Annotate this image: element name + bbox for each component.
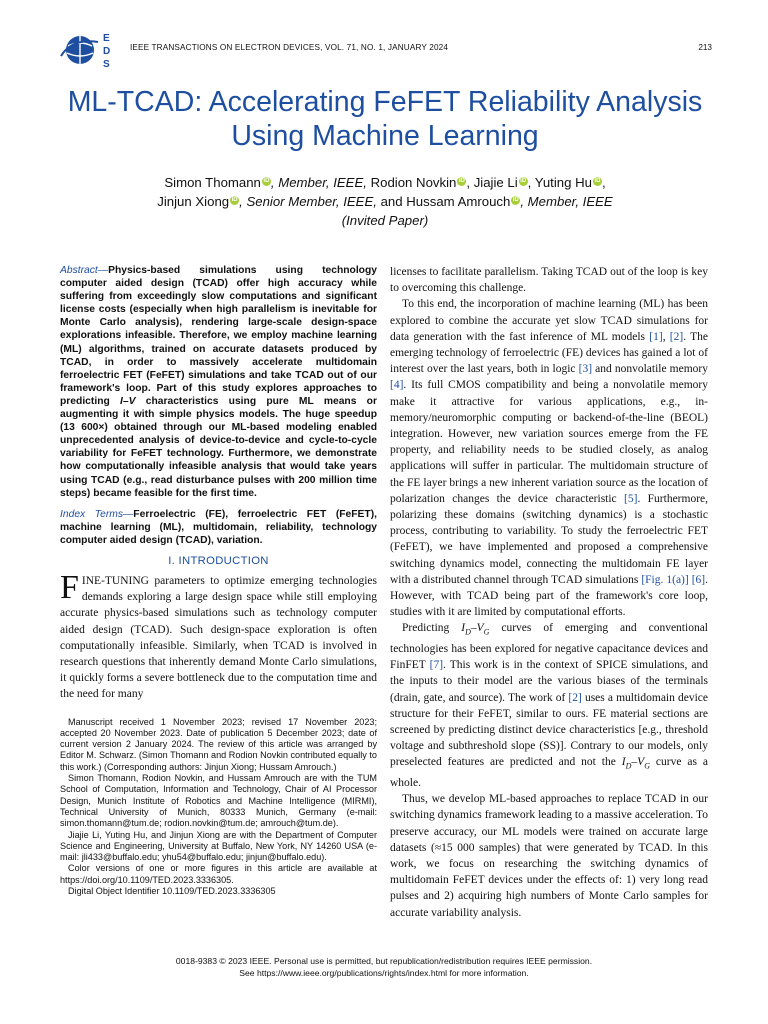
- text-run: and nonvolatile memory: [592, 363, 708, 376]
- invited-paper-note: (Invited Paper): [341, 213, 429, 228]
- citation-link[interactable]: [2]: [669, 330, 684, 343]
- orcid-icon[interactable]: iD: [231, 196, 238, 203]
- author-name: Simon Thomann: [164, 175, 261, 190]
- svg-text:D: D: [103, 46, 111, 57]
- citation-link[interactable]: [3]: [578, 363, 593, 376]
- author-list: Simon Thomann iD , Member, IEEE, Rodion Novkin iD , Jiajie Li iD , Yuting Hu iD , Jinjun Xiong iD , Senior Member, IEEE, and Hussam Amrouch iD , Member, IEEE (Invited Paper): [157, 175, 613, 228]
- intro-lead: INE-TUNING: [81, 574, 149, 587]
- copyright-footer: [0, 956, 768, 979]
- abstract-text-a: Physics-based simulations using technology computer aided design (TCAD) offer high accuracy while suffering from exceedingly slow computations and significant license costs (especially when high parallelism is inevitable for Monte Carlo analysis), rendering large-scale design-space explorations infeasible. Therefore, we employ machine learning (ML) algorithms, trained on accurate datasets produced by TCAD, in order to massively accelerate multidomain ferroelectric FET (FeFET) simulations and take TCAD out of our framework's loop. Part of this study explores approaches to predicting: [60, 265, 377, 407]
- citation-link[interactable]: [4]: [390, 379, 404, 392]
- svg-text:S: S: [103, 59, 110, 70]
- orcid-icon[interactable]: iD: [594, 177, 601, 184]
- abstract-text-b: characteristics using pure ML means or augmenting it with simple physics models. The huge speedup (13 600×) obtained through our ML-based modeling enabled unprecedented analysis of device-to-device and cycle-to-cycle variability for FeFET technology. Furthermore, we demonstrate how computationally infeasible analysis that would take years using TCAD (e.g., read disturbance pulses with 200 million time steps) became feasible for the first time.: [60, 395, 377, 499]
- text-run: curve as a whole.: [390, 756, 708, 789]
- text-run: uses a multidomain device structure for their FeFET, similar to ours. FE material sections are screened by predicting distinct device characteristics [e.g., threshold voltage and subthreshold slope (SS)]. Contrary to our models, only preselected features are predicted and not the: [390, 691, 708, 769]
- author-name: Rodion Novkin: [370, 175, 457, 190]
- orcid-icon[interactable]: iD: [520, 177, 527, 184]
- paragraph: licenses to facilitate parallelism. Taking TCAD out of the loop is key to overcoming this challenge.: [390, 266, 708, 295]
- author-role: , Member, IEEE,: [270, 175, 367, 190]
- text-run: curves of emerging and conventional technologies has been explored for negative capacitance devices and FinFET: [390, 622, 708, 672]
- abstract-iv: I–V: [120, 395, 136, 407]
- section-heading-introduction: I. INTRODUCTION: [168, 554, 269, 567]
- paragraph: [390, 620, 708, 791]
- left-column: [60, 264, 377, 897]
- text-run: . However, with TCAD being part of the framework's core loop, studies with it are limited by computational efforts.: [390, 573, 709, 619]
- footnote-doi: Digital Object Identifier 10.1109/TED.2023.3336305: [68, 886, 276, 897]
- orcid-icon[interactable]: iD: [512, 196, 519, 203]
- journal-header: IEEE TRANSACTIONS ON ELECTRON DEVICES, VOL. 71, NO. 1, JANUARY 2024: [130, 43, 449, 52]
- math-idvg: $I_D-V_G$: [621, 756, 650, 771]
- paragraph: To this end, the incorporation of machine learning (ML) has been explored to combine the accurate yet slow TCAD simulations for data generation with the fast inference of ML models [1], [2]. The emerging technology of ferroelectric (FE) devices has gained a lot of interest over the last years, both in logic [3] and nonvolatile memory [4]. Its full CMOS compatibility and being a nonvolatile memory make it attractive for various applications, e.g., in-memory/neuromorphic computing or backend-of-the-line (BEOL) integration. However, new variation sources emerge from the FE property, and reliability needs to be studied closely, as analog applications will suffer in particular. The multidomain structure of the FE layer brings a new inherent variation source as the location of polarization changes the device characteristic [5]. Furthermore, polarizing these domains (switching dynamics) is a stochastic process, contributing to variability. To study the ferroelectric FET (FeFET), we have implemented and proposed a comprehensive switching dynamics model, connecting the multidomain FE layer with a distributed channel through TCAD simulations [Fig. 1(a)] [6]. However, with TCAD being part of the framework's core loop, studies with it are limited by computational efforts.: [390, 298, 709, 619]
- text-run: To this end, the incorporation of machine learning (ML) has been explored to combine the accurate yet slow TCAD simulations for data generation with the fast inference of ML models: [390, 298, 708, 343]
- math-idvg: $I_D-V_G$: [461, 622, 490, 637]
- rights-line: See https://www.ieee.org/publications/rights/index.html for more information.: [239, 967, 529, 978]
- index-terms-label: Index Terms—: [60, 508, 134, 520]
- index-terms-text: Ferroelectric (FE), ferroelectric FET (FeFET), machine learning (ML), multidomain, reliability, technology computer aided design (TCAD), variation.: [60, 508, 378, 546]
- copyright-line: 0018-9383 © 2023 IEEE. Personal use is permitted, but republication/redistribution requires IEEE permission.: [175, 956, 593, 966]
- author-role: , Member, IEEE: [520, 194, 613, 209]
- orcid-icon[interactable]: iD: [458, 177, 465, 184]
- paragraph: Thus, we develop ML-based approaches to replace TCAD in our switching dynamics framework leading to a massive acceleration. To preserve accuracy, our ML models were trained on accurate large datasets (≈15 000 samples) that were generated by TCAD. In this work, we focus on researching the switching dynamics of multidomain FeFET devices under the effects of: 1) very long read pulses and 2) acquiring high numbers of Monte Carlo samples for accurate variability analysis.: [390, 793, 708, 919]
- footnotes: [60, 717, 377, 898]
- intro-paragraph: [60, 568, 377, 703]
- text-run: . The emerging technology of ferroelectric (FE) devices has gained a lot of interest over the last years, both in logic: [390, 330, 708, 376]
- author-name: Jinjun Xiong: [157, 194, 230, 209]
- eds-logo: [58, 26, 118, 72]
- author-name: Jiajie Li: [473, 175, 518, 190]
- footnote-color-versions: Color versions of one or more figures in this article are available at https://doi.org/10.1109/TED.2023.3336305.: [60, 863, 377, 885]
- author-name: Hussam Amrouch: [406, 194, 511, 209]
- citation-link[interactable]: [7]: [429, 659, 444, 672]
- author-role: , Senior Member, IEEE,: [239, 194, 377, 209]
- page-number: 213: [698, 43, 712, 52]
- intro-text: parameters to optimize emerging technologies demands exploring a large design space while still employing accurate physics-based simulations such as technology computer aided design (TCAD). Such design-space exploration is often computationally infeasible. Similarly, when TCAD is involved in research questions that inherently demand Monte Carlo simulations, it quickly forms a severe bottleneck due to the computation time and the need for many: [60, 574, 377, 701]
- citation-link[interactable]: [2]: [568, 691, 582, 704]
- footnote-manuscript: Manuscript received 1 November 2023; revised 17 November 2023; accepted 20 November 2023. Date of publication 5 December 2023; date of current version 2 January 2024. The review of this article was arranged by Editor M. Schwarz. (Simon Thomann and Rodion Novkin contributed equally to this work.) (Corresponding authors: Jinjun Xiong; Hussam Amrouch.): [60, 716, 377, 772]
- drop-cap: F: [60, 568, 79, 606]
- author-and: and: [380, 194, 403, 209]
- author-name: Yuting Hu: [534, 175, 592, 190]
- abstract: [60, 264, 377, 500]
- index-terms: [60, 508, 377, 547]
- svg-text:E: E: [103, 33, 110, 44]
- text-run: . This work is in the context of SPICE simulations, and the inputs to their model are the various biases of the terminals (drain, gate, and source). The work of: [390, 659, 708, 704]
- text-run: . Its full CMOS compatibility and being a nonvolatile memory make it attractive for various applications, e.g., in-memory/neuromorphic computing or backend-of-the-line (BEOL) integration. However, new variation sources emerge from the FE property, and reliability needs to be studied closely, as analog applications will suffer in particular. The multidomain structure of the FE layer brings a new inherent variation source as the location of polarization changes the device characteristic: [390, 379, 708, 505]
- right-column: [390, 264, 708, 921]
- abstract-label: Abstract—: [60, 265, 109, 276]
- paper-title: ML-TCAD: Accelerating FeFET Reliability Analysis Using Machine Learning: [67, 86, 703, 152]
- citation-link[interactable]: [5]: [624, 492, 638, 505]
- footnote-affiliation-buffalo: Jiajie Li, Yuting Hu, and Jinjun Xiong are with the Department of Computer Science and Engineering, University at Buffalo, New York, NY 14260 USA (e-mail: jli433@buffalo.edu; yhu54@buffalo.edu; jinjun@buffalo.edu).: [60, 829, 377, 863]
- citation-link[interactable]: [6]: [691, 573, 706, 586]
- text-run: Predicting: [402, 622, 462, 635]
- orcid-icon[interactable]: iD: [263, 177, 270, 184]
- citation-link[interactable]: [1]: [649, 330, 663, 343]
- figure-link[interactable]: [Fig. 1(a)]: [641, 573, 689, 586]
- text-run: . Furthermore, polarizing these domains (switching dynamics) is a stochastic process, contributing to variability. To study the ferroelectric FET (FeFET), we have implemented and proposed a comprehensive switching dynamics model, connecting the multidomain FE layer with a distributed channel through TCAD simulations: [390, 492, 709, 586]
- footnote-affiliation-tum: Simon Thomann, Rodion Novkin, and Hussam Amrouch are with the TUM School of Computation, Information and Technology, Chair of AI Processor Design, Munich Institute of Robotics and Machine Intelligence (MIRMI), Technical University of Munich, 80333 Munich, Germany (e-mail: simon.thomann@tum.de; rodion.novkin@tum.de; amrouch@tum.de).: [60, 773, 377, 829]
